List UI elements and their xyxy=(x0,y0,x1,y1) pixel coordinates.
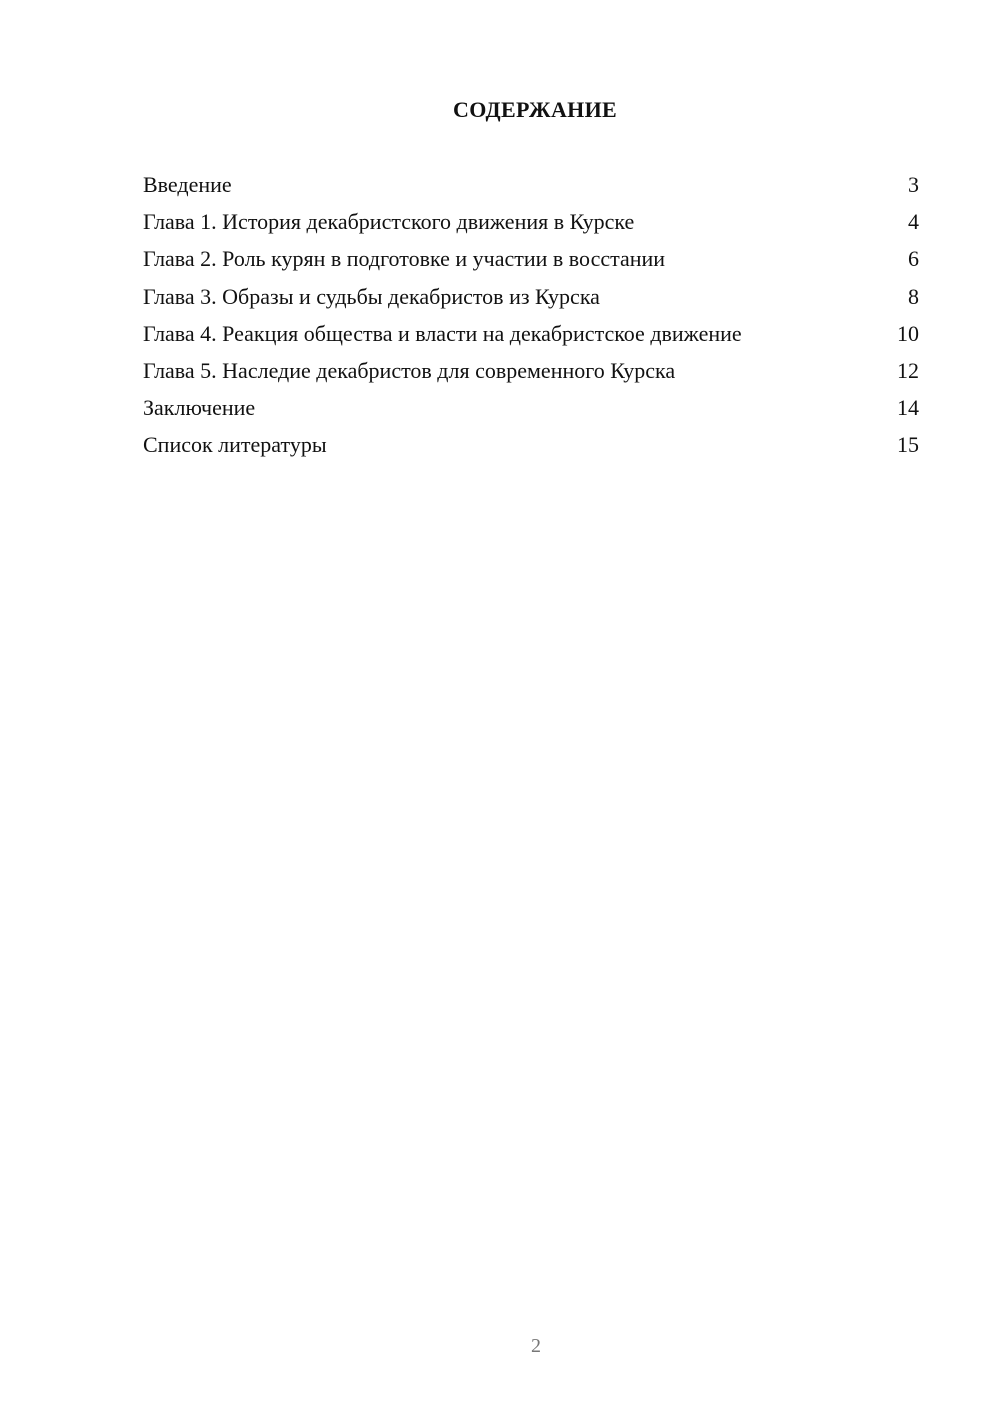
toc-entry-title: Глава 1. История декабристского движения в Курске xyxy=(143,209,635,235)
toc-entry-title: Глава 4. Реакция общества и власти на декабристское движение xyxy=(143,320,742,346)
toc-entry-page: 6 xyxy=(908,246,919,272)
toc-entry-page: 4 xyxy=(908,209,919,235)
toc-entry-page: 15 xyxy=(897,432,919,458)
table-of-contents xyxy=(143,168,919,466)
toc-entry-page: 8 xyxy=(908,283,919,309)
toc-entry xyxy=(143,242,919,279)
page-title: СОДЕРЖАНИЕ xyxy=(453,97,617,122)
toc-entry xyxy=(143,317,919,354)
page-number: 2 xyxy=(531,1335,541,1357)
toc-entry-title: Заключение xyxy=(143,395,256,421)
toc-entry-title: Глава 2. Роль курян в подготовке и участии в восстании xyxy=(143,246,666,272)
toc-entry-page: 3 xyxy=(908,172,919,197)
toc-entry-page: 12 xyxy=(897,357,919,383)
toc-entry-title: Глава 5. Наследие декабристов для современного Курска xyxy=(143,357,676,383)
toc-entry xyxy=(143,354,919,391)
toc-entry-title: Глава 3. Образы и судьбы декабристов из Курска xyxy=(143,283,600,309)
toc-entry-page: 10 xyxy=(897,320,919,346)
toc-entry xyxy=(143,280,919,317)
toc-entry-title: Введение xyxy=(143,172,232,197)
toc-entry xyxy=(143,168,919,205)
toc-entry xyxy=(143,205,919,242)
toc-entry-page: 14 xyxy=(897,395,919,421)
toc-entry xyxy=(143,391,919,428)
toc-entry xyxy=(143,428,919,465)
toc-entry-title: Список литературы xyxy=(143,432,327,458)
